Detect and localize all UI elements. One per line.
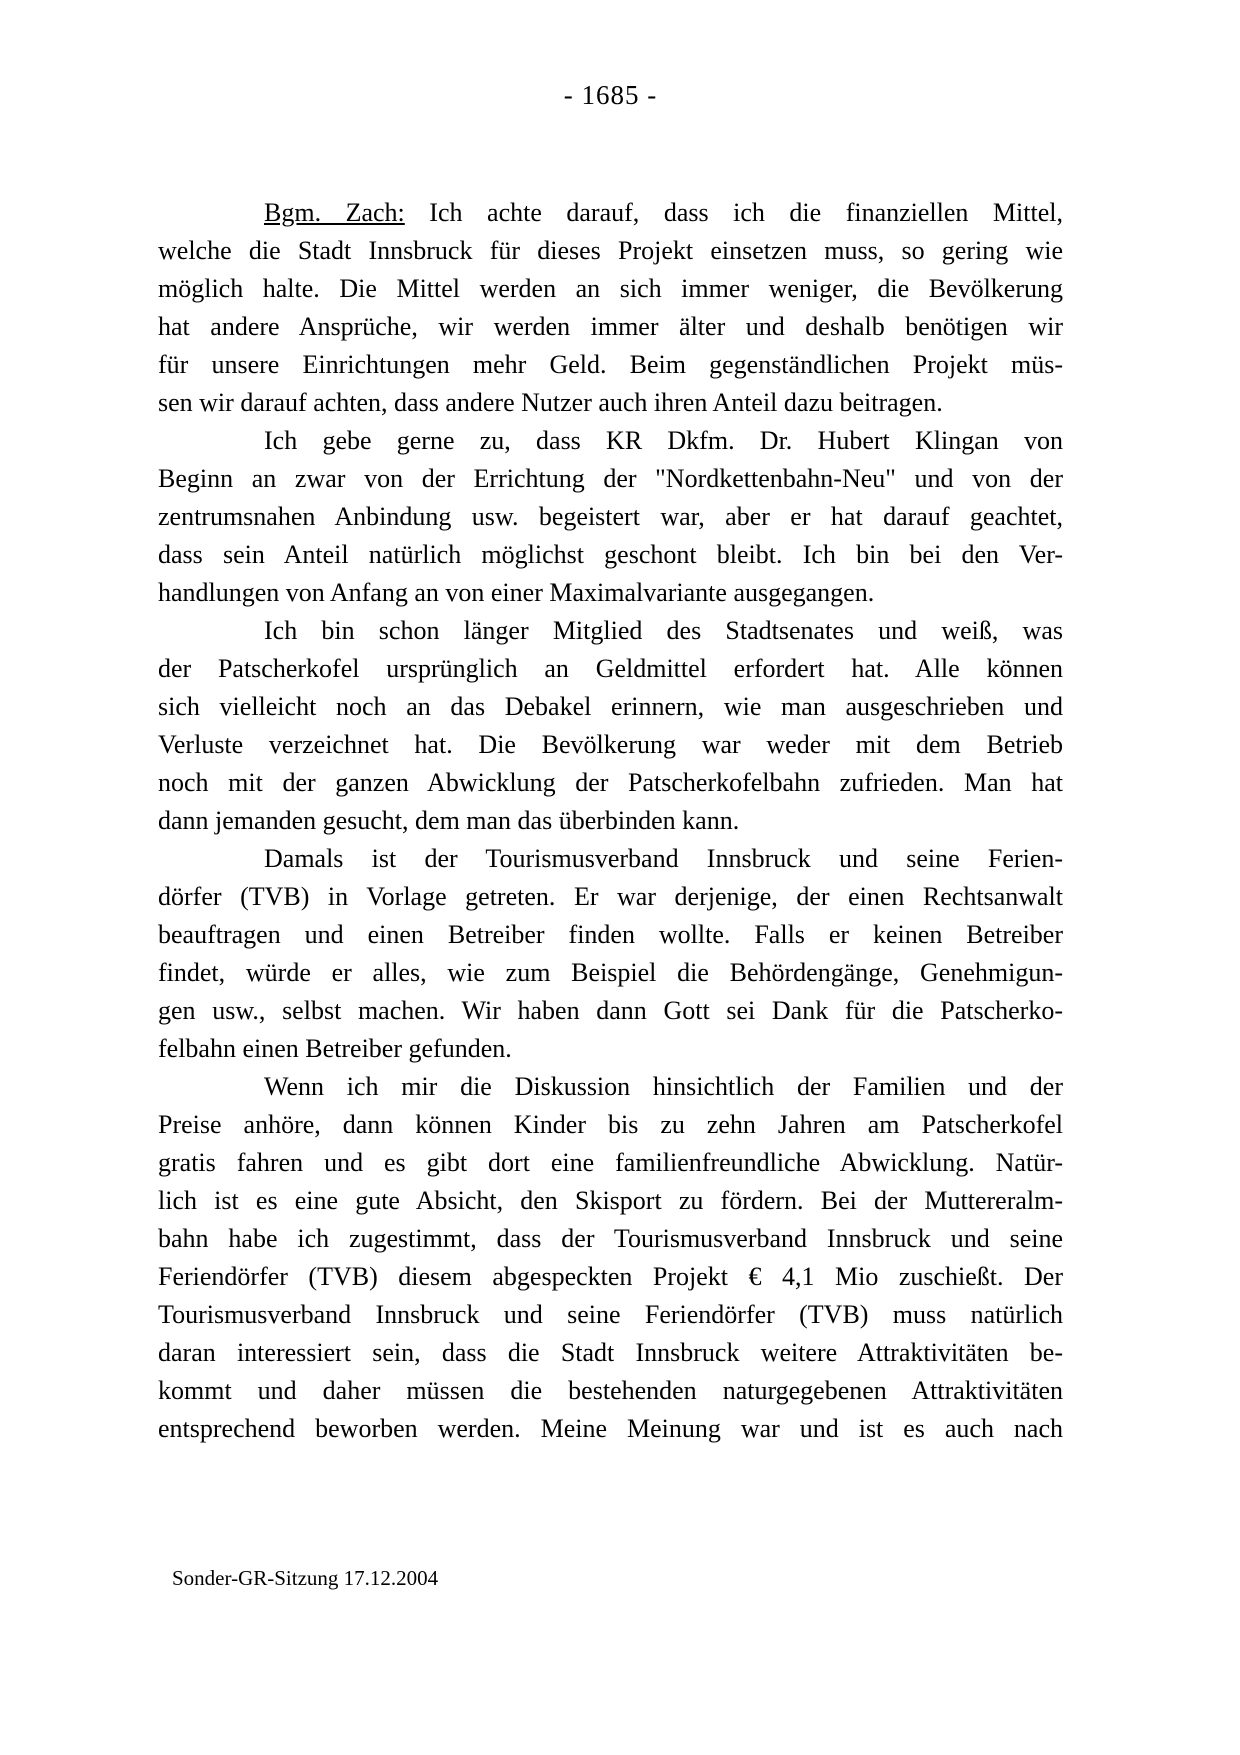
page-number: - 1685 -	[563, 80, 658, 110]
text-line: bahn habe ich zugestimmt, dass der Tourismusverband Innsbruck und seine	[158, 1224, 1063, 1253]
text-line: lich ist es eine gute Absicht, den Skisport zu fördern. Bei der Muttereralm-	[158, 1186, 1063, 1215]
text-line: der Patscherkofel ursprünglich an Geldmittel erfordert hat. Alle können	[158, 654, 1063, 683]
text-line: Bgm. Zach: Ich achte darauf, dass ich die finanziellen Mittel,	[264, 198, 1063, 227]
text-line: gratis fahren und es gibt dort eine familienfreundliche Abwicklung. Natür-	[158, 1148, 1063, 1177]
text-line: noch mit der ganzen Abwicklung der Patscherkofelbahn zufrieden. Man hat	[158, 768, 1063, 797]
text-line: möglich halte. Die Mittel werden an sich immer weniger, die Bevölkerung	[158, 274, 1063, 303]
text-line: Feriendörfer (TVB) diesem abgespeckten Projekt € 4,1 Mio zuschießt. Der	[158, 1262, 1063, 1291]
text-line: Preise anhöre, dann können Kinder bis zu zehn Jahren am Patscherkofel	[158, 1110, 1063, 1139]
text-line: daran interessiert sein, dass die Stadt Innsbruck weitere Attraktivitäten be-	[158, 1338, 1063, 1367]
text-line: Verluste verzeichnet hat. Die Bevölkerung war weder mit dem Betrieb	[158, 730, 1063, 759]
text-line: handlungen von Anfang an von einer Maximalvariante ausgegangen.	[158, 578, 875, 607]
speaker-name: Bgm. Zach:	[264, 198, 405, 227]
text-line: Beginn an zwar von der Errichtung der "Nordkettenbahn-Neu" und von der	[158, 464, 1063, 493]
body-text	[158, 194, 1063, 1448]
text-line: kommt und daher müssen die bestehenden naturgegebenen Attraktivitäten	[158, 1376, 1063, 1405]
text-line: Tourismusverband Innsbruck und seine Feriendörfer (TVB) muss natürlich	[158, 1300, 1063, 1329]
text-line: dörfer (TVB) in Vorlage getreten. Er war derjenige, der einen Rechtsanwalt	[158, 882, 1063, 911]
text-line: Ich bin schon länger Mitglied des Stadtsenates und weiß, was	[264, 616, 1063, 645]
text-line: felbahn einen Betreiber gefunden.	[158, 1034, 512, 1063]
text-line: für unsere Einrichtungen mehr Geld. Beim gegenständlichen Projekt müs-	[158, 350, 1063, 379]
text-line: Ich gebe gerne zu, dass KR Dkfm. Dr. Hubert Klingan von	[264, 426, 1063, 455]
text-line: findet, würde er alles, wie zum Beispiel die Behördengänge, Genehmigun-	[158, 958, 1063, 987]
text-line: hat andere Ansprüche, wir werden immer älter und deshalb benötigen wir	[158, 312, 1063, 341]
text-line: sen wir darauf achten, dass andere Nutzer auch ihren Anteil dazu beitragen.	[158, 388, 943, 417]
text-line: sich vielleicht noch an das Debakel erinnern, wie man ausgeschrieben und	[158, 692, 1063, 721]
text-line: beauftragen und einen Betreiber finden wollte. Falls er keinen Betreiber	[158, 920, 1063, 949]
text-line: zentrumsnahen Anbindung usw. begeistert war, aber er hat darauf geachtet,	[158, 502, 1063, 531]
footer-text: Sonder-GR-Sitzung 17.12.2004	[172, 1566, 439, 1590]
text-line: Damals ist der Tourismusverband Innsbruck und seine Ferien-	[264, 844, 1063, 873]
text-line: Wenn ich mir die Diskussion hinsichtlich der Familien und der	[264, 1072, 1063, 1101]
text-line: entsprechend beworben werden. Meine Meinung war und ist es auch nach	[158, 1414, 1063, 1443]
text-line: dann jemanden gesucht, dem man das überbinden kann.	[158, 806, 740, 835]
text-line: gen usw., selbst machen. Wir haben dann Gott sei Dank für die Patscherko-	[158, 996, 1063, 1025]
text-line: dass sein Anteil natürlich möglichst geschont bleibt. Ich bin bei den Ver-	[158, 540, 1063, 569]
text-line: welche die Stadt Innsbruck für dieses Projekt einsetzen muss, so gering wie	[158, 236, 1063, 265]
